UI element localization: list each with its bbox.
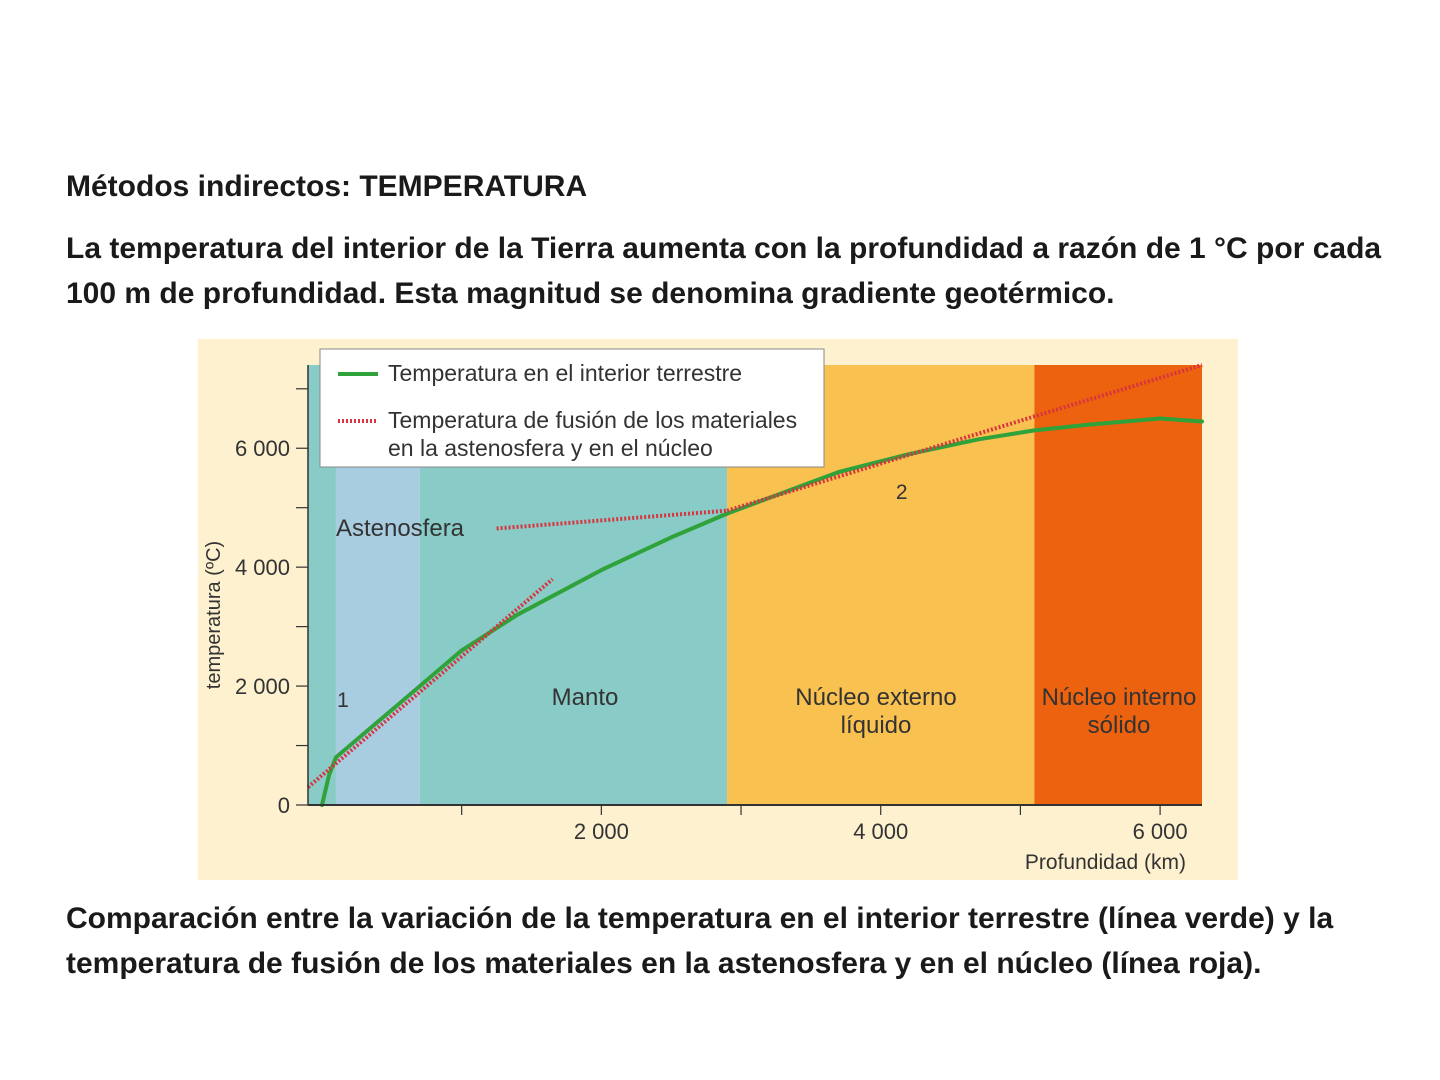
legend-label-melting-line-2: en la astenosfera y en el núcleo xyxy=(388,435,713,461)
region-label-inner-core-line-1: Núcleo interno xyxy=(1041,684,1197,711)
x-axis-title: Profundidad (km) xyxy=(1024,851,1186,874)
heading: Métodos indirectos: TEMPERATURA xyxy=(66,170,588,203)
x-tick-label: 6 000 xyxy=(1132,819,1188,844)
figure-caption: Comparación entre la variación de la temperatura en el interior terrestre (línea verde) y la temperatura de fusión de los materiales en la astenosfera y en el núcleo (línea roja). xyxy=(66,902,1334,980)
annotation-1: 1 xyxy=(337,688,349,712)
x-tick-label: 4 000 xyxy=(853,819,909,844)
intro-paragraph: La temperatura del interior de la Tierra aumenta con la profundidad a razón de 1 °C por cada 100 m de profundidad. Esta magnitud se denomina gradiente geotérmico. xyxy=(66,232,1382,310)
y-tick-label: 6 000 xyxy=(234,436,290,462)
x-tick-label: 2 000 xyxy=(573,819,629,844)
legend-label-melting-line-1: Temperatura de fusión de los materiales xyxy=(388,407,798,433)
region-label-asthenosphere-line-1: Astenosfera xyxy=(335,515,465,542)
y-tick-label: 0 xyxy=(277,793,290,818)
region-label-mantle-line-1: Manto xyxy=(551,684,619,711)
legend-label-temperature: Temperatura en el interior terrestre xyxy=(388,360,743,386)
region-label-mantle xyxy=(552,684,619,711)
region-label-inner-core-line-2: sólido xyxy=(1087,712,1151,739)
chart xyxy=(198,339,1238,880)
annotation-2: 2 xyxy=(895,480,908,504)
region-label-outer-core-line-1: Núcleo externo xyxy=(795,684,957,711)
y-tick-label: 4 000 xyxy=(234,555,290,581)
region-label-asthenosphere xyxy=(336,515,465,542)
y-axis-title: temperatura (ºC) xyxy=(203,540,225,690)
legend xyxy=(320,349,824,467)
region-label-outer-core-line-2: líquido xyxy=(840,712,912,739)
chart-figure xyxy=(198,339,1238,880)
y-tick-label: 2 000 xyxy=(234,674,290,700)
region-inner-core xyxy=(1034,365,1202,805)
